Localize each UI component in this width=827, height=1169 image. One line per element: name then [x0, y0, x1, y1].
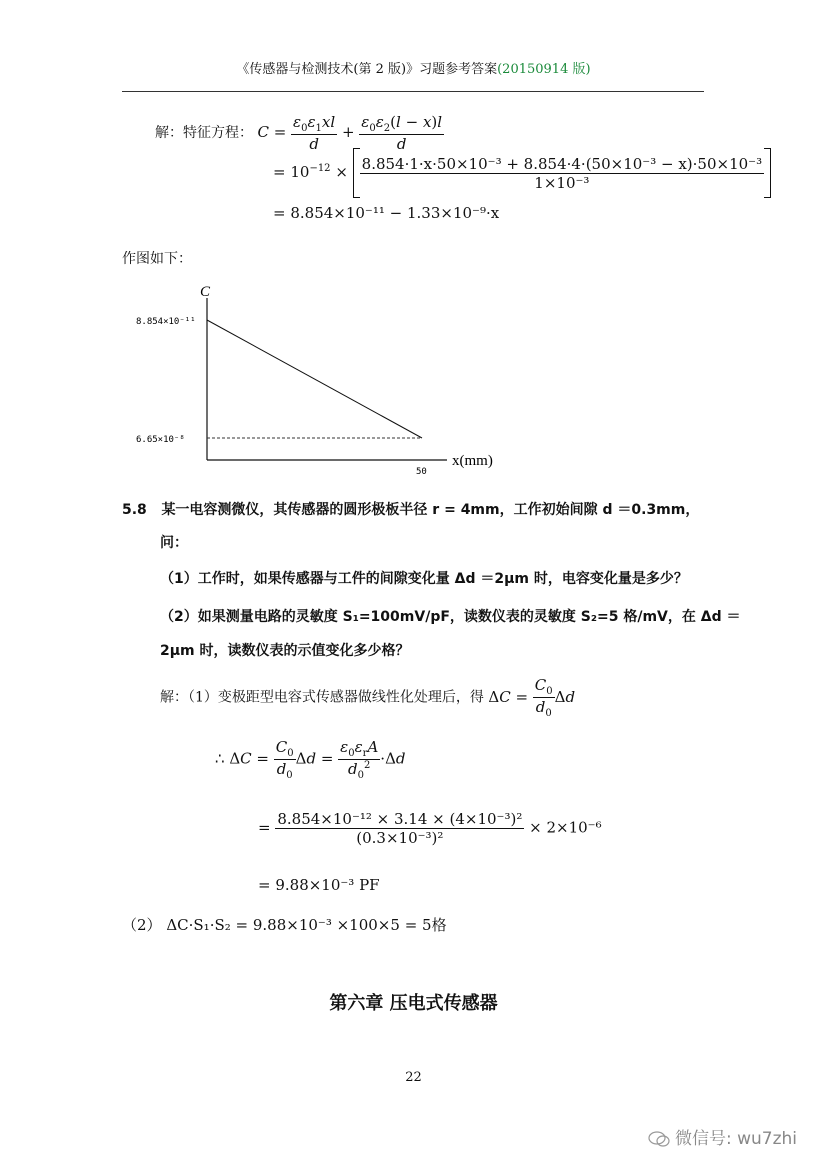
line2-denominator: 1×10⁻³	[534, 173, 590, 192]
problem-number: 5.8	[122, 502, 147, 518]
problem-statement	[122, 499, 699, 519]
header-title: 《传感器与检测技术(第 2 版)》习题参考答案	[236, 62, 498, 77]
solution1-line1	[155, 113, 444, 153]
capacitance-series-line	[207, 320, 422, 438]
line2-numerator: 8.854·1·x·50×10⁻³ + 8.854·4·(50×10⁻³ − x)·50×10⁻³	[361, 154, 763, 173]
question-2: （2）如果测量电路的灵敏度 S₁=100mV/pF，读数仪表的灵敏度 S₂=5 格/mV，在 Δd ＝	[160, 609, 741, 625]
capacitance-chart	[122, 278, 522, 478]
problem-statement-cont: 问：	[160, 535, 188, 551]
header-version: (20150914 版)	[497, 62, 591, 77]
question-2-cont: 2μm 时，读数仪表的示值变化多少格？	[160, 643, 410, 659]
solution2-part2: （2） ΔC·S₁·S₂ = 9.88×10⁻³ ×100×5 = 5格	[122, 916, 447, 934]
solution2-line3: = $\frac{\text{8.854×10⁻¹² × 3.14 × (4×10⁻³)²}}{\text{(0.3×10⁻³)²}}$ × 2×10⁻⁶	[258, 810, 602, 847]
page-number: 22	[405, 1070, 422, 1085]
solution-prefix: 解：特征方程：	[155, 125, 253, 141]
header-rule	[122, 91, 704, 92]
y-axis-label: C	[200, 284, 211, 300]
y-tick-label: 8.854×10⁻¹¹	[136, 317, 196, 327]
watermark-text: 微信号: wu7zhi	[674, 1129, 797, 1149]
question-1: （1）工作时，如果传感器与工件的间隙变化量 Δd ＝2μm 时，电容变化量是多少？	[160, 571, 688, 587]
problem-text: 某一电容测微仪，其传感器的圆形极板半径 r = 4mm，工作初始间隙 d ＝0.3mm，	[161, 502, 700, 518]
solution1-line3: = 8.854×10⁻¹¹ − 1.33×10⁻⁹·x	[273, 204, 500, 222]
x-tick-label: 50	[416, 467, 427, 477]
solution2-line2: ∴ ΔC = $\frac{C_0}{d_0}$ Δd = $\frac{\varepsilon_0\varepsilon_rA}{d_0^2}$ ·Δd	[215, 738, 406, 781]
watermark	[648, 1124, 797, 1149]
characteristic-equation: C = $\frac{\varepsilon_0\varepsilon_1xl}{d}$ + $\frac{\varepsilon_0\varepsilon_2(l - x)l}{d}$	[257, 113, 443, 153]
solution2-line1: 解：（1）变极距型电容式传感器做线性化处理后，得 ΔC = $\frac{C_0}{d_0}$ Δd	[160, 676, 576, 719]
chapter-title: 第六章 压电式传感器	[329, 993, 498, 1014]
wechat-icon	[648, 1130, 670, 1148]
page-header	[0, 58, 827, 77]
solution1-line2: = $10^{-12}$ × $\frac{\text{8.854·1·x·50×10⁻³ + 8.854·4·(50×10⁻³ − x)·50×10⁻³}}{\text{1×10⁻³}}$	[273, 148, 771, 198]
solution2-line4: = 9.88×10⁻³ PF	[258, 876, 380, 894]
y-tick-label: 6.65×10⁻⁸	[136, 435, 185, 445]
x-axis-label: x(mm)	[452, 453, 493, 469]
plot-intro: 作图如下：	[122, 251, 192, 267]
